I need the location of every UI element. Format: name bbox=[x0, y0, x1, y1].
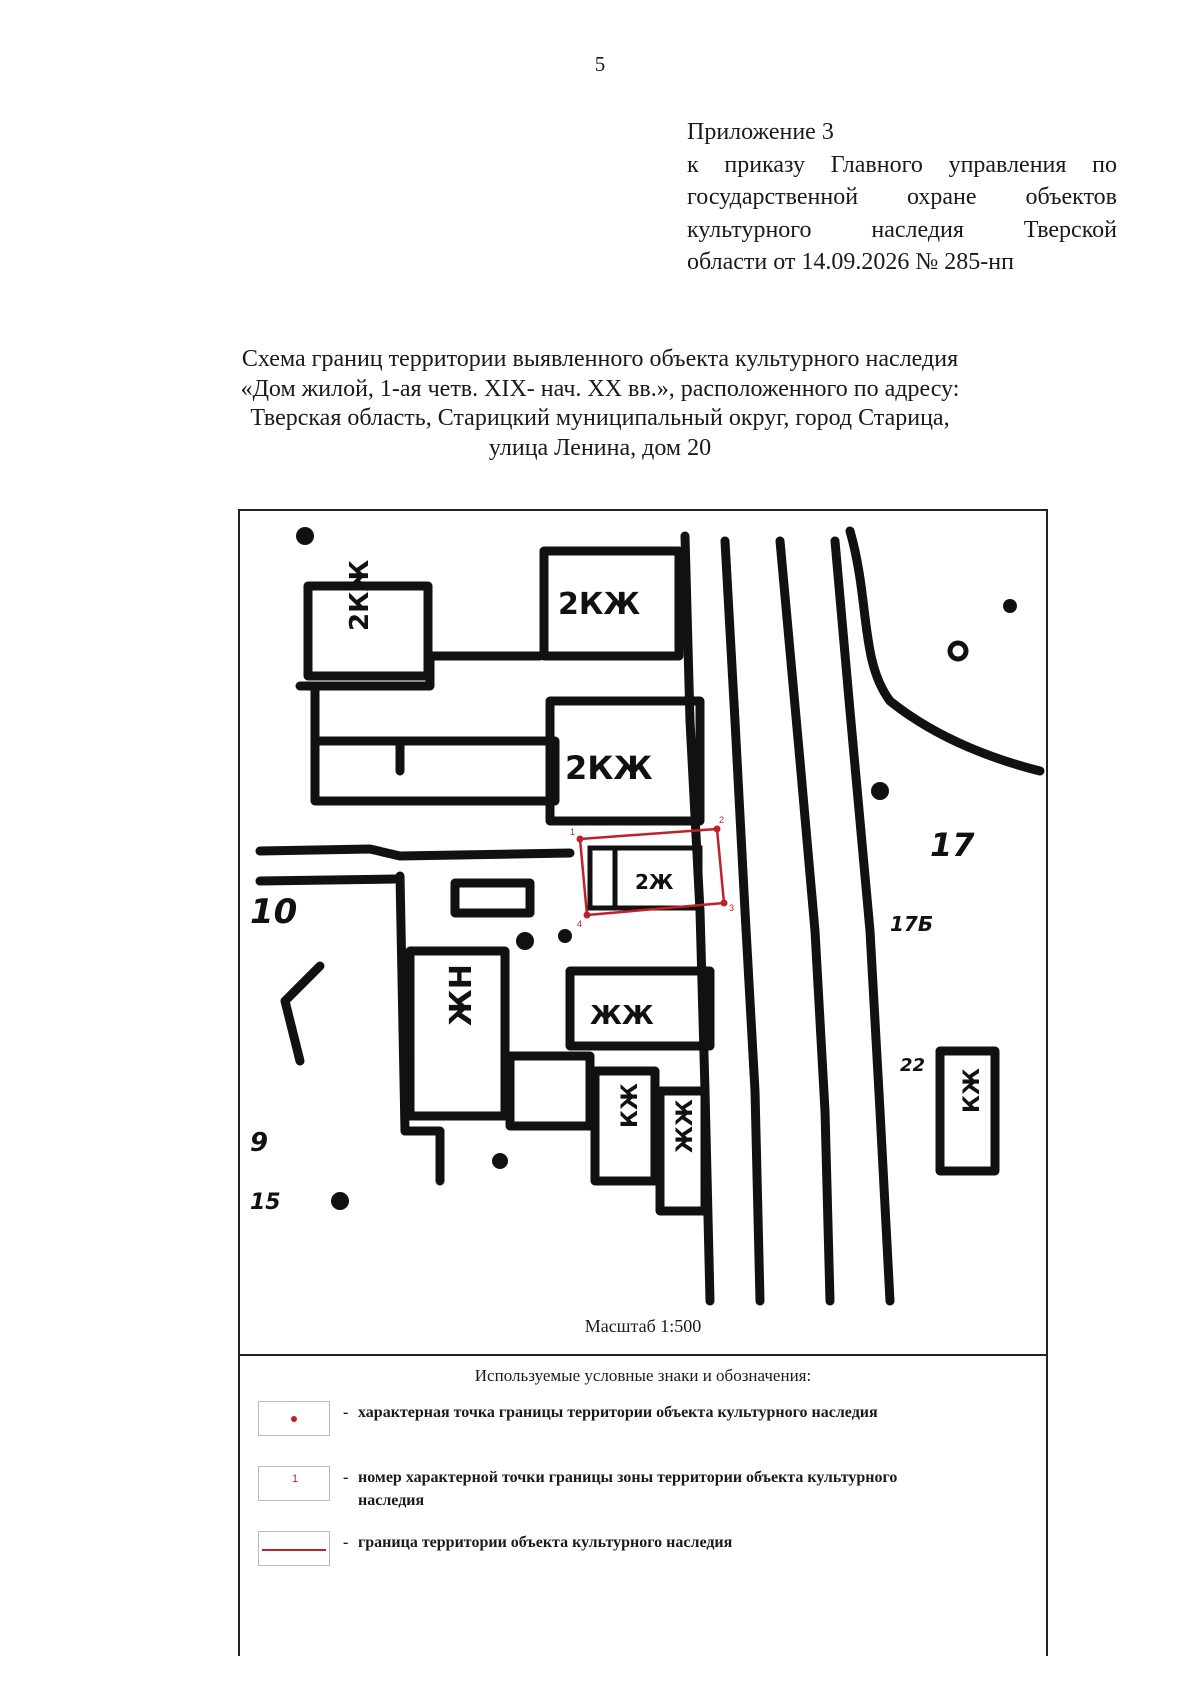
house-number: 17Б bbox=[890, 912, 934, 936]
appendix-header bbox=[687, 116, 1117, 279]
street-edge bbox=[835, 541, 890, 1301]
house-number: 15 bbox=[250, 1190, 281, 1215]
building-label: 2КЖ bbox=[345, 559, 375, 631]
boundary-point-number: 3 bbox=[729, 903, 735, 913]
legend-description: характерная точка границы территории объекта культурного наследия bbox=[358, 1404, 878, 1421]
building-label: 2КЖ bbox=[565, 749, 653, 787]
legend-symbol-box bbox=[258, 1466, 330, 1501]
appendix-line: области от 14.09.2026 № 285-нп bbox=[687, 249, 1014, 275]
building-outline bbox=[455, 883, 530, 913]
legend-item-text bbox=[343, 1466, 958, 1512]
legend-symbol-box bbox=[258, 1401, 330, 1436]
road-outline bbox=[260, 849, 570, 856]
building-label: КЖ bbox=[618, 1083, 643, 1128]
house-number: 9 bbox=[250, 1128, 269, 1158]
boundary-point bbox=[577, 836, 584, 843]
title-line: «Дом жилой, 1-ая четв. XIX- нач. XX вв.», расположенного по адресу: bbox=[240, 375, 960, 402]
map-marker bbox=[516, 932, 534, 950]
street-edge bbox=[780, 541, 830, 1301]
appendix-line: культурного наследия Тверской bbox=[687, 216, 1117, 243]
title-line: Схема границ территории выявленного объекта культурного наследия bbox=[241, 346, 959, 372]
building-outline bbox=[300, 656, 540, 686]
map-marker bbox=[1003, 599, 1017, 613]
boundary-point-symbol bbox=[291, 1416, 297, 1422]
building-label: 2КЖ bbox=[558, 587, 641, 622]
boundary-point-number: 4 bbox=[577, 919, 583, 929]
building-outline bbox=[315, 686, 400, 771]
map-symbol bbox=[285, 966, 320, 1061]
building-label: КЖ bbox=[960, 1068, 985, 1113]
building-label: ЖН bbox=[444, 964, 479, 1026]
legend-description: граница территории объекта культурного наследия bbox=[358, 1534, 733, 1551]
boundary-point bbox=[721, 900, 728, 907]
boundary-point bbox=[714, 826, 721, 833]
house-number: 22 bbox=[900, 1055, 926, 1076]
legend-dash: - bbox=[343, 1404, 349, 1421]
map-marker bbox=[296, 527, 314, 545]
building-outline bbox=[315, 741, 555, 801]
legend-description: номер характерной точки границы зоны территории объекта культурного наследия bbox=[358, 1469, 898, 1509]
boundary-point-number: 1 bbox=[570, 827, 576, 837]
appendix-line: государственной охране объектов bbox=[687, 184, 1117, 210]
map-marker bbox=[950, 643, 966, 659]
building-label: ЖЖ bbox=[590, 1001, 654, 1031]
legend bbox=[238, 1356, 1048, 1656]
appendix-line: Приложение 3 bbox=[687, 119, 834, 145]
cadastral-map bbox=[240, 511, 1046, 1311]
street-edge bbox=[725, 541, 760, 1301]
legend-item-text bbox=[343, 1401, 958, 1424]
legend-symbol-box bbox=[258, 1531, 330, 1566]
legend-item-text bbox=[343, 1531, 958, 1554]
object-building-label: 2Ж bbox=[635, 870, 674, 894]
map-marker bbox=[331, 1192, 349, 1210]
map-scale-label: Масштаб 1:500 bbox=[584, 1316, 702, 1336]
map-marker bbox=[871, 782, 889, 800]
building-outline bbox=[510, 1056, 590, 1126]
title-line: улица Ленина, дом 20 bbox=[488, 434, 712, 461]
building-outline bbox=[400, 876, 440, 1181]
street-edge bbox=[850, 531, 1040, 771]
map-marker bbox=[492, 1153, 508, 1169]
boundary-point-number: 2 bbox=[719, 815, 725, 825]
page-number: 5 bbox=[594, 52, 606, 76]
point-number-symbol: 1 bbox=[291, 1473, 299, 1485]
boundary-line-symbol bbox=[262, 1549, 326, 1551]
house-number: 10 bbox=[250, 892, 298, 932]
map-frame bbox=[238, 509, 1048, 1356]
title-line: Тверская область, Старицкий муниципальный округ, город Старица, bbox=[250, 405, 950, 431]
legend-dash: - bbox=[343, 1534, 349, 1551]
appendix-line: к приказу Главного управления по bbox=[687, 151, 1117, 178]
boundary-point bbox=[584, 912, 591, 919]
legend-dash: - bbox=[343, 1469, 349, 1486]
document-title bbox=[150, 345, 1050, 463]
building-label: ЖЖ bbox=[673, 1099, 698, 1153]
legend-title: Используемые условные знаки и обозначения: bbox=[474, 1366, 812, 1385]
road-outline bbox=[260, 879, 395, 881]
house-number: 17 bbox=[930, 826, 975, 864]
map-marker bbox=[558, 929, 572, 943]
